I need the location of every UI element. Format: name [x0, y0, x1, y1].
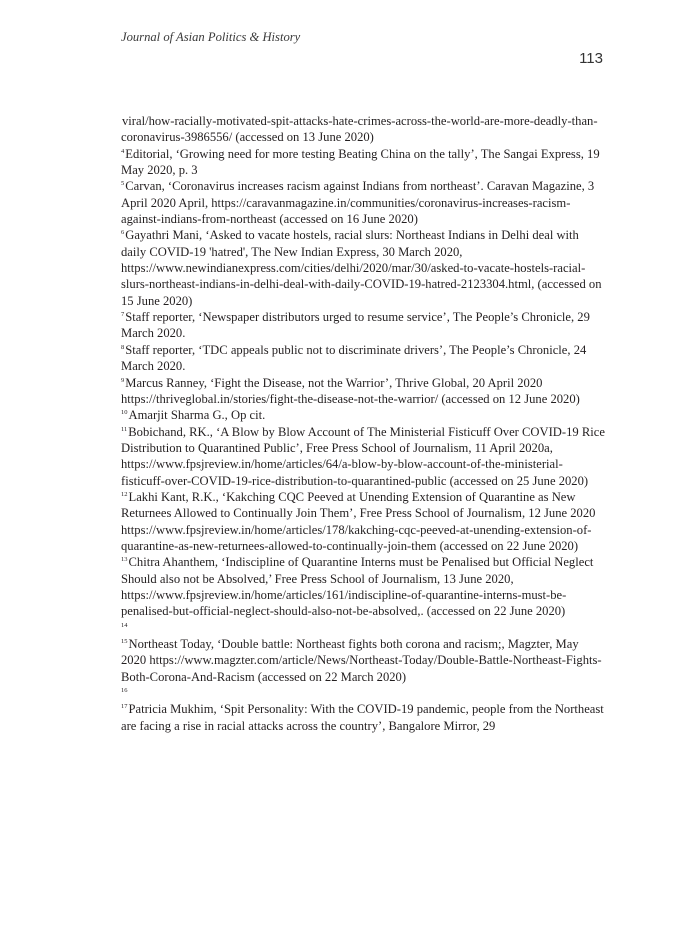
footnote-text: Editorial, ‘Growing need for more testing Beating China on the tally’, The Sangai Express, 19 May 2020, p. 3 — [121, 146, 600, 178]
footnote-number: 8 — [121, 343, 125, 351]
footnote-number: 11 — [121, 425, 128, 433]
footnote-text: Northeast Today, ‘Double battle: Northeast fights both corona and racism;, Magzter, May 2020 https://www.magzter.com/article/News/Northeast-Today/Double-Battle-Northeast-Fights-Both-Corona-And-Racism (accessed on 22 March 2020) — [121, 637, 602, 684]
footnote-number: 6 — [121, 229, 125, 237]
footnote — [121, 375, 605, 408]
footnote-number: 9 — [121, 376, 125, 384]
footnote-text: Lakhi Kant, R.K., ‘Kakching CQC Peeved at Unending Extension of Quarantine as New Returnees Allowed to Continually Join Them’, Free Press School of Journalism, 12 June 2020 https://www.fpsjreview.in/home/articles/178/kakching-cqc-peeved-at-unending-extension-of-quarantine-as-new-returnees-allowed-to-continually-join-them (accessed on 22 June 2020) — [121, 489, 596, 553]
footnote — [121, 489, 605, 554]
footnote-number: 4 — [121, 147, 125, 155]
footnotes-list — [121, 113, 605, 767]
footnote — [121, 146, 605, 179]
footnote-text: viral/how-racially-motivated-spit-attacks-hate-crimes-across-the-world-are-more-deadly-than-coronavirus-3986556/ (accessed on 13 June 2020) — [121, 114, 598, 145]
footnote — [121, 701, 605, 734]
footnote — [121, 636, 605, 685]
footnote-number: 13 — [121, 556, 128, 564]
footnote — [121, 424, 605, 489]
footnote-text: Staff reporter, ‘Newspaper distributors urged to resume service’, The People’s Chronicle, 29 March 2020. — [121, 310, 590, 341]
footnote — [121, 227, 605, 309]
footnote — [121, 113, 605, 146]
footnote — [121, 750, 605, 766]
footnote — [121, 342, 605, 375]
footnote — [121, 407, 605, 423]
footnote-number: 14 — [121, 621, 128, 629]
footnote — [121, 554, 605, 619]
footnote-number: 16 — [121, 687, 128, 695]
footnote — [121, 309, 605, 342]
footnote-number: 12 — [121, 490, 128, 498]
footnote — [121, 178, 605, 227]
footnote-text: Marcus Ranney, ‘Fight the Disease, not the Warrior’, Thrive Global, 20 April 2020 https://thriveglobal.in/stories/fight-the-disease-not-the-warrior/ (accessed on 12 June 2020) — [121, 375, 580, 406]
footnote-text: Carvan, ‘Coronavirus increases racism against Indians from northeast’. Caravan Magazine, 3 April 2020 April, https://caravanmagazine.in/communities/coronavirus-increases-racism-against-indians-from-northeast (accessed on 16 June 2020) — [121, 179, 595, 227]
page-number: 113 — [579, 50, 603, 67]
footnote-number: 7 — [121, 311, 125, 319]
footnote — [121, 620, 605, 636]
footnote-text: Patricia Mukhim, ‘Spit Personality: With the COVID-19 pandemic, people from the Northeast are facing a rise in racial attacks across the country’, Bangalore Mirror, 29 — [121, 702, 604, 733]
journal-title: Journal of Asian Politics & History — [121, 30, 301, 44]
footnote-number: 17 — [121, 703, 128, 711]
footnote — [121, 734, 605, 750]
footnote-text: Chitra Ahanthem, ‘Indiscipline of Quarantine Interns must be Penalised but Official Neglect Should also not be Absolved,’ Free Press School of Journalism, 13 June 2020, https://www.fpsjreview.in/home/articles/161/indiscipline-of-quarantine-interns-must-be-penalised-but-official-neglect-should-also-not-be-absolved,. (accessed on 22 June 2020) — [121, 555, 594, 619]
footnote-text: Bobichand, RK., ‘A Blow by Blow Account of The Ministerial Fisticuff Over COVID-19 Rice Distribution to Quarantined Public’, Free Press School of Journalism, 11 April 2020a, https://www.fpsjreview.in/home/articles/64/a-blow-by-blow-account-of-the-ministerial-fisticuff-over-COVID-19-rice-distribution-to-quarantined-public (accessed on 25 June 2020) — [121, 424, 605, 488]
footnote-number: 5 — [121, 180, 125, 188]
footnote-text: Gayathri Mani, ‘Asked to vacate hostels, racial slurs: Northeast Indians in Delhi deal with daily COVID-19 'hatred', The New Indian Express, 30 March 2020, https://www.newindianexpress.com/cities/delhi/2020/mar/30/asked-to-vacate-hostels-racial-slurs-northeast-indians-in-delhi-deal-with-daily-COVID-19-hatred-2123304.html, (accessed on 15 June 2020) — [121, 228, 602, 308]
footnote-text: Amarjit Sharma G., Op cit. — [128, 408, 266, 423]
footnote-text: Staff reporter, ‘TDC appeals public not to discriminate drivers’, The People’s Chronicle, 24 March 2020. — [121, 342, 587, 374]
footnote-number: 15 — [121, 638, 128, 645]
footnote — [121, 685, 605, 701]
footnote-number: 10 — [121, 409, 128, 417]
